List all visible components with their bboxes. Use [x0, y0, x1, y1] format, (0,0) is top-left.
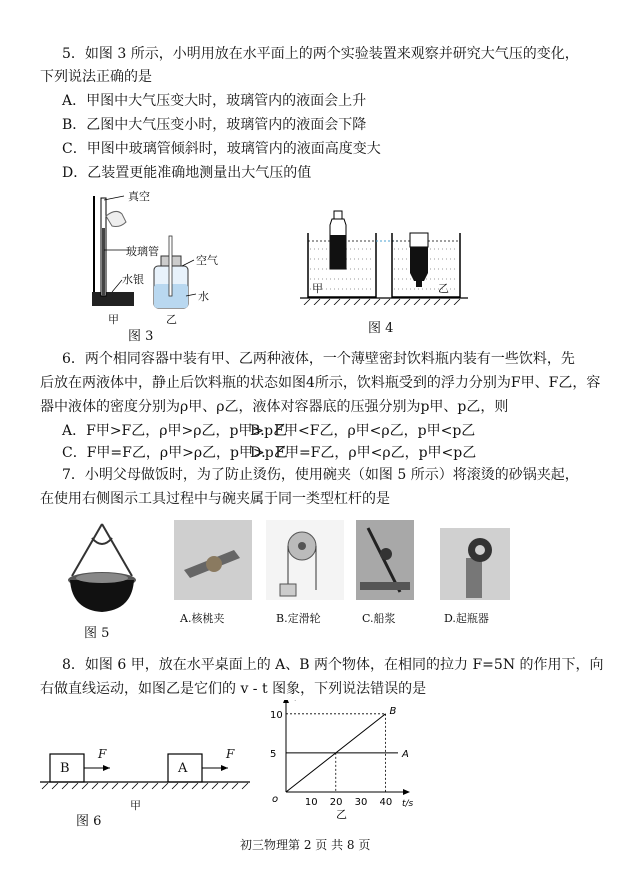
- fig3-label-jia: 甲: [108, 313, 119, 326]
- x-axis-label: t/s: [402, 799, 414, 809]
- x-tick-label-10: 10: [304, 797, 318, 808]
- fig3-label-mercury: 水银: [122, 273, 144, 286]
- vt-chart: [262, 700, 422, 830]
- series-label-B: B: [389, 705, 397, 717]
- q7-line1: 7．小明父母做饭时，为了防止烫伤，使用碗夹（如图 5 所示）将滚烫的砂锅夹起，: [62, 467, 579, 483]
- walnut-cracker-photo: [174, 520, 252, 600]
- q8-line1: 8．如图 6 甲，放在水平桌面上的 A、B 两个物体，在相同的拉力 F=5N 的作用下，向: [62, 657, 604, 673]
- block-b-label: B: [60, 761, 70, 776]
- fig3-label-air: 空气: [196, 254, 218, 267]
- figure-3: [82, 188, 232, 344]
- q8-line2: 右做直线运动，如图乙是它们的 v - t 图象，下列说法错误的是: [40, 681, 427, 697]
- tool-d-label: D.起瓶器: [444, 612, 489, 625]
- fig5-caption: 图 5: [84, 626, 110, 641]
- fig3-label-tube: 玻璃管: [126, 245, 159, 258]
- y-axis-arrow: [283, 700, 289, 703]
- page-footer: 初三物理第 2 页 共 8 页: [240, 838, 371, 852]
- q7-line2: 在使用右侧图示工具过程中与碗夹属于同一类型杠杆的是: [40, 491, 390, 507]
- q6-option-d: D．F甲=F乙，ρ甲<ρ乙，p甲<p乙: [250, 445, 477, 461]
- x-tick-label-20: 20: [329, 797, 343, 808]
- fig3-label-vacuum: 真空: [128, 190, 150, 203]
- q5-option-c: C．甲图中玻璃管倾斜时，玻璃管内的液面高度变大: [62, 141, 381, 157]
- tool-c-label: C.船浆: [362, 612, 396, 625]
- y-tick-label-5: 5: [270, 748, 277, 760]
- fixed-pulley-photo: [266, 520, 344, 600]
- vt-chart-svg: [262, 700, 422, 830]
- figure-5: [62, 520, 142, 640]
- tool-b-label: B.定滑轮: [276, 612, 321, 625]
- block-a-label: A: [178, 761, 188, 776]
- q5-option-d: D．乙装置更能准确地测量出大气压的值: [62, 165, 312, 181]
- q6-option-b: B．F甲<F乙，ρ甲<ρ乙，p甲<p乙: [250, 423, 476, 439]
- fig4-label-jia: 甲: [312, 282, 323, 295]
- q6-line3: 器中液体的密度分别为ρ甲、ρ乙，液体对容器底的压强分别为p甲、p乙，则: [40, 399, 509, 415]
- fig6-caption: 图 6: [76, 814, 102, 829]
- q6-line1: 6．两个相同容器中装有甲、乙两种液体，一个薄壁密封饮料瓶内装有一些饮料，先: [62, 351, 575, 367]
- tool-a-label: A.核桃夹: [180, 612, 225, 625]
- y-axis-label: [290, 700, 319, 702]
- q6-option-a: A．F甲>F乙，ρ甲>ρ乙，p甲>p乙: [62, 423, 288, 439]
- y-tick-label-10: 10: [270, 709, 283, 721]
- force-f-label-a: F: [226, 747, 235, 761]
- figure-4: [300, 205, 470, 335]
- chart-sub-label: 乙: [336, 808, 347, 821]
- q6-line2: 后放在两液体中，静止后饮料瓶的状态如图4所示，饮料瓶受到的浮力分别为F甲、F乙，容: [40, 375, 601, 391]
- fig6-jia-label: 甲: [130, 799, 141, 812]
- bottle-opener-photo: [440, 528, 510, 600]
- origin-label: o: [272, 794, 279, 805]
- q5-option-b: B．乙图中大气压变小时，玻璃管内的液面会下降: [62, 117, 367, 133]
- q6-option-c: C．F甲=F乙，ρ甲>ρ乙，p甲>p乙: [62, 445, 288, 461]
- fig3-label-water: 水: [198, 290, 209, 303]
- q5-stem-line1: 5．如图 3 所示，小明用放在水平面上的两个实验装置来观察并研究大气压的变化，: [62, 46, 579, 62]
- q5-option-a: A．甲图中大气压变大时，玻璃管内的液面会上升: [62, 93, 367, 109]
- fig4-caption: 图 4: [368, 321, 394, 336]
- paddle-photo: [356, 520, 414, 600]
- fig3-caption: 图 3: [128, 329, 154, 344]
- force-f-label-b: F: [98, 747, 107, 761]
- fig4-label-yi: 乙: [438, 282, 449, 295]
- figure-6-jia: [40, 740, 260, 810]
- x-tick-label-30: 30: [354, 797, 368, 808]
- x-axis-arrow: [403, 789, 410, 795]
- q5-stem-line2: 下列说法正确的是: [40, 69, 152, 85]
- x-tick-label-40: 40: [379, 797, 393, 808]
- fig3-label-yi: 乙: [166, 313, 177, 326]
- series-label-A: A: [402, 748, 409, 760]
